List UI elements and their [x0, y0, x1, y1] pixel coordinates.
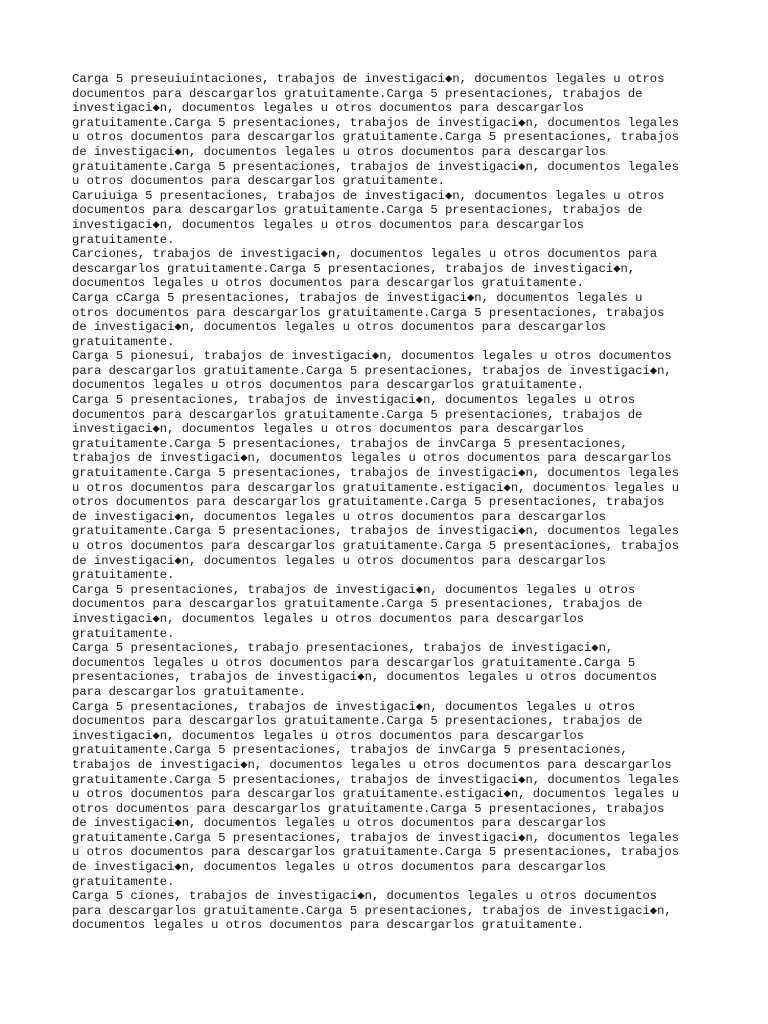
paragraph-2: Caruiuiga 5 presentaciones, trabajos de investigaci◆n, documentos legales u otros documentos para descargarlos gratuitamente.Carga 5 presentaciones, trabajos de investigaci◆n, documentos legales u otros documentos para descargarlos gratuitamente. [72, 188, 665, 247]
paragraph-5: Carga 5 pionesui, trabajos de investigaci◆n, documentos legales u otros documentos para descargarlos gratuitamente.Carga 5 presentaciones, trabajos de investigaci◆n, documentos legales u otros documentos para descargarlos gratuitamente. [72, 349, 672, 393]
paragraph-3: Carciones, trabajos de investigaci◆n, documentos legales u otros documentos para descargarlos gratuitamente.Carga 5 presentaciones, trabajos de investigaci◆n, documentos legales u otros documentos para descargarlos gratuitamente. [72, 247, 658, 291]
document-page [72, 72, 712, 933]
paragraph-6: Carga 5 presentaciones, trabajos de investigaci◆n, documentos legales u otros documentos para descargarlos gratuitamente.Carga 5 presentaciones, trabajos de investigaci◆n, documentos legales u otros documentos para descargarlos gratuitamente.Carga 5 presentaciones, trabajos de invCarga 5 presentaciones, trabajos de investigaci◆n, documentos legales u otros documentos para descargarlos gratuitamente.Carga 5 presentaciones, trabajos de investigaci◆n, documentos legales u otros documentos para descargarlos gratuitamente.estigaci◆n, documentos legales u otros documentos para descargarlos gratuitamente.Carga 5 presentaciones, trabajos de investigaci◆n, documentos legales u otros documentos para descargarlos gratuitamente.Carga 5 presentaciones, trabajos de investigaci◆n, documentos legales u otros documentos para descargarlos gratuitamente.Carga 5 presentaciones, trabajos de investigaci◆n, documentos legales u otros documentos para descargarlos gratuitamente. [72, 393, 680, 583]
paragraph-4: Carga cCarga 5 presentaciones, trabajos de investigaci◆n, documentos legales u otros documentos para descargarlos gratuitamente.Carga 5 presentaciones, trabajos de investigaci◆n, documentos legales u otros documentos para descargarlos gratuitamente. [72, 290, 665, 349]
paragraph-7: Carga 5 presentaciones, trabajos de investigaci◆n, documentos legales u otros documentos para descargarlos gratuitamente.Carga 5 presentaciones, trabajos de investigaci◆n, documentos legales u otros documentos para descargarlos gratuitamente. [72, 582, 643, 641]
paragraph-10: Carga 5 ciones, trabajos de investigaci◆n, documentos legales u otros documentos para descargarlos gratuitamente.Carga 5 presentaciones, trabajos de investigaci◆n, documentos legales u otros documentos para descargarlos gratuitamente. [72, 889, 672, 933]
paragraph-1: Carga 5 preseuiuintaciones, trabajos de investigaci◆n, documentos legales u otros documentos para descargarlos gratuitamente.Carga 5 presentaciones, trabajos de investigaci◆n, documentos legales u otros documentos para descargarlos gratuitamente.Carga 5 presentaciones, trabajos de investigaci◆n, documentos legales u otros documentos para descargarlos gratuitamente.Carga 5 presentaciones, trabajos de investigaci◆n, documentos legales u otros documentos para descargarlos gratuitamente.Carga 5 presentaciones, trabajos de investigaci◆n, documentos legales u otros documentos para descargarlos gratuitamente. [72, 72, 680, 189]
paragraph-8: Carga 5 presentaciones, trabajo presentaciones, trabajos de investigaci◆n, documentos legales u otros documentos para descargarlos gratuitamente.Carga 5 presentaciones, trabajos de investigaci◆n, documentos legales u otros documentos para descargarlos gratuitamente. [72, 641, 658, 699]
paragraph-9: Carga 5 presentaciones, trabajos de investigaci◆n, documentos legales u otros documentos para descargarlos gratuitamente.Carga 5 presentaciones, trabajos de investigaci◆n, documentos legales u otros documentos para descargarlos gratuitamente.Carga 5 presentaciones, trabajos de invCarga 5 presentaciones, trabajos de investigaci◆n, documentos legales u otros documentos para descargarlos gratuitamente.Carga 5 presentaciones, trabajos de investigaci◆n, documentos legales u otros documentos para descargarlos gratuitamente.estigaci◆n, documentos legales u otros documentos para descargarlos gratuitamente.Carga 5 presentaciones, trabajos de investigaci◆n, documentos legales u otros documentos para descargarlos gratuitamente.Carga 5 presentaciones, trabajos de investigaci◆n, documentos legales u otros documentos para descargarlos gratuitamente.Carga 5 presentaciones, trabajos de investigaci◆n, documentos legales u otros documentos para descargarlos gratuitamente. [72, 699, 680, 889]
